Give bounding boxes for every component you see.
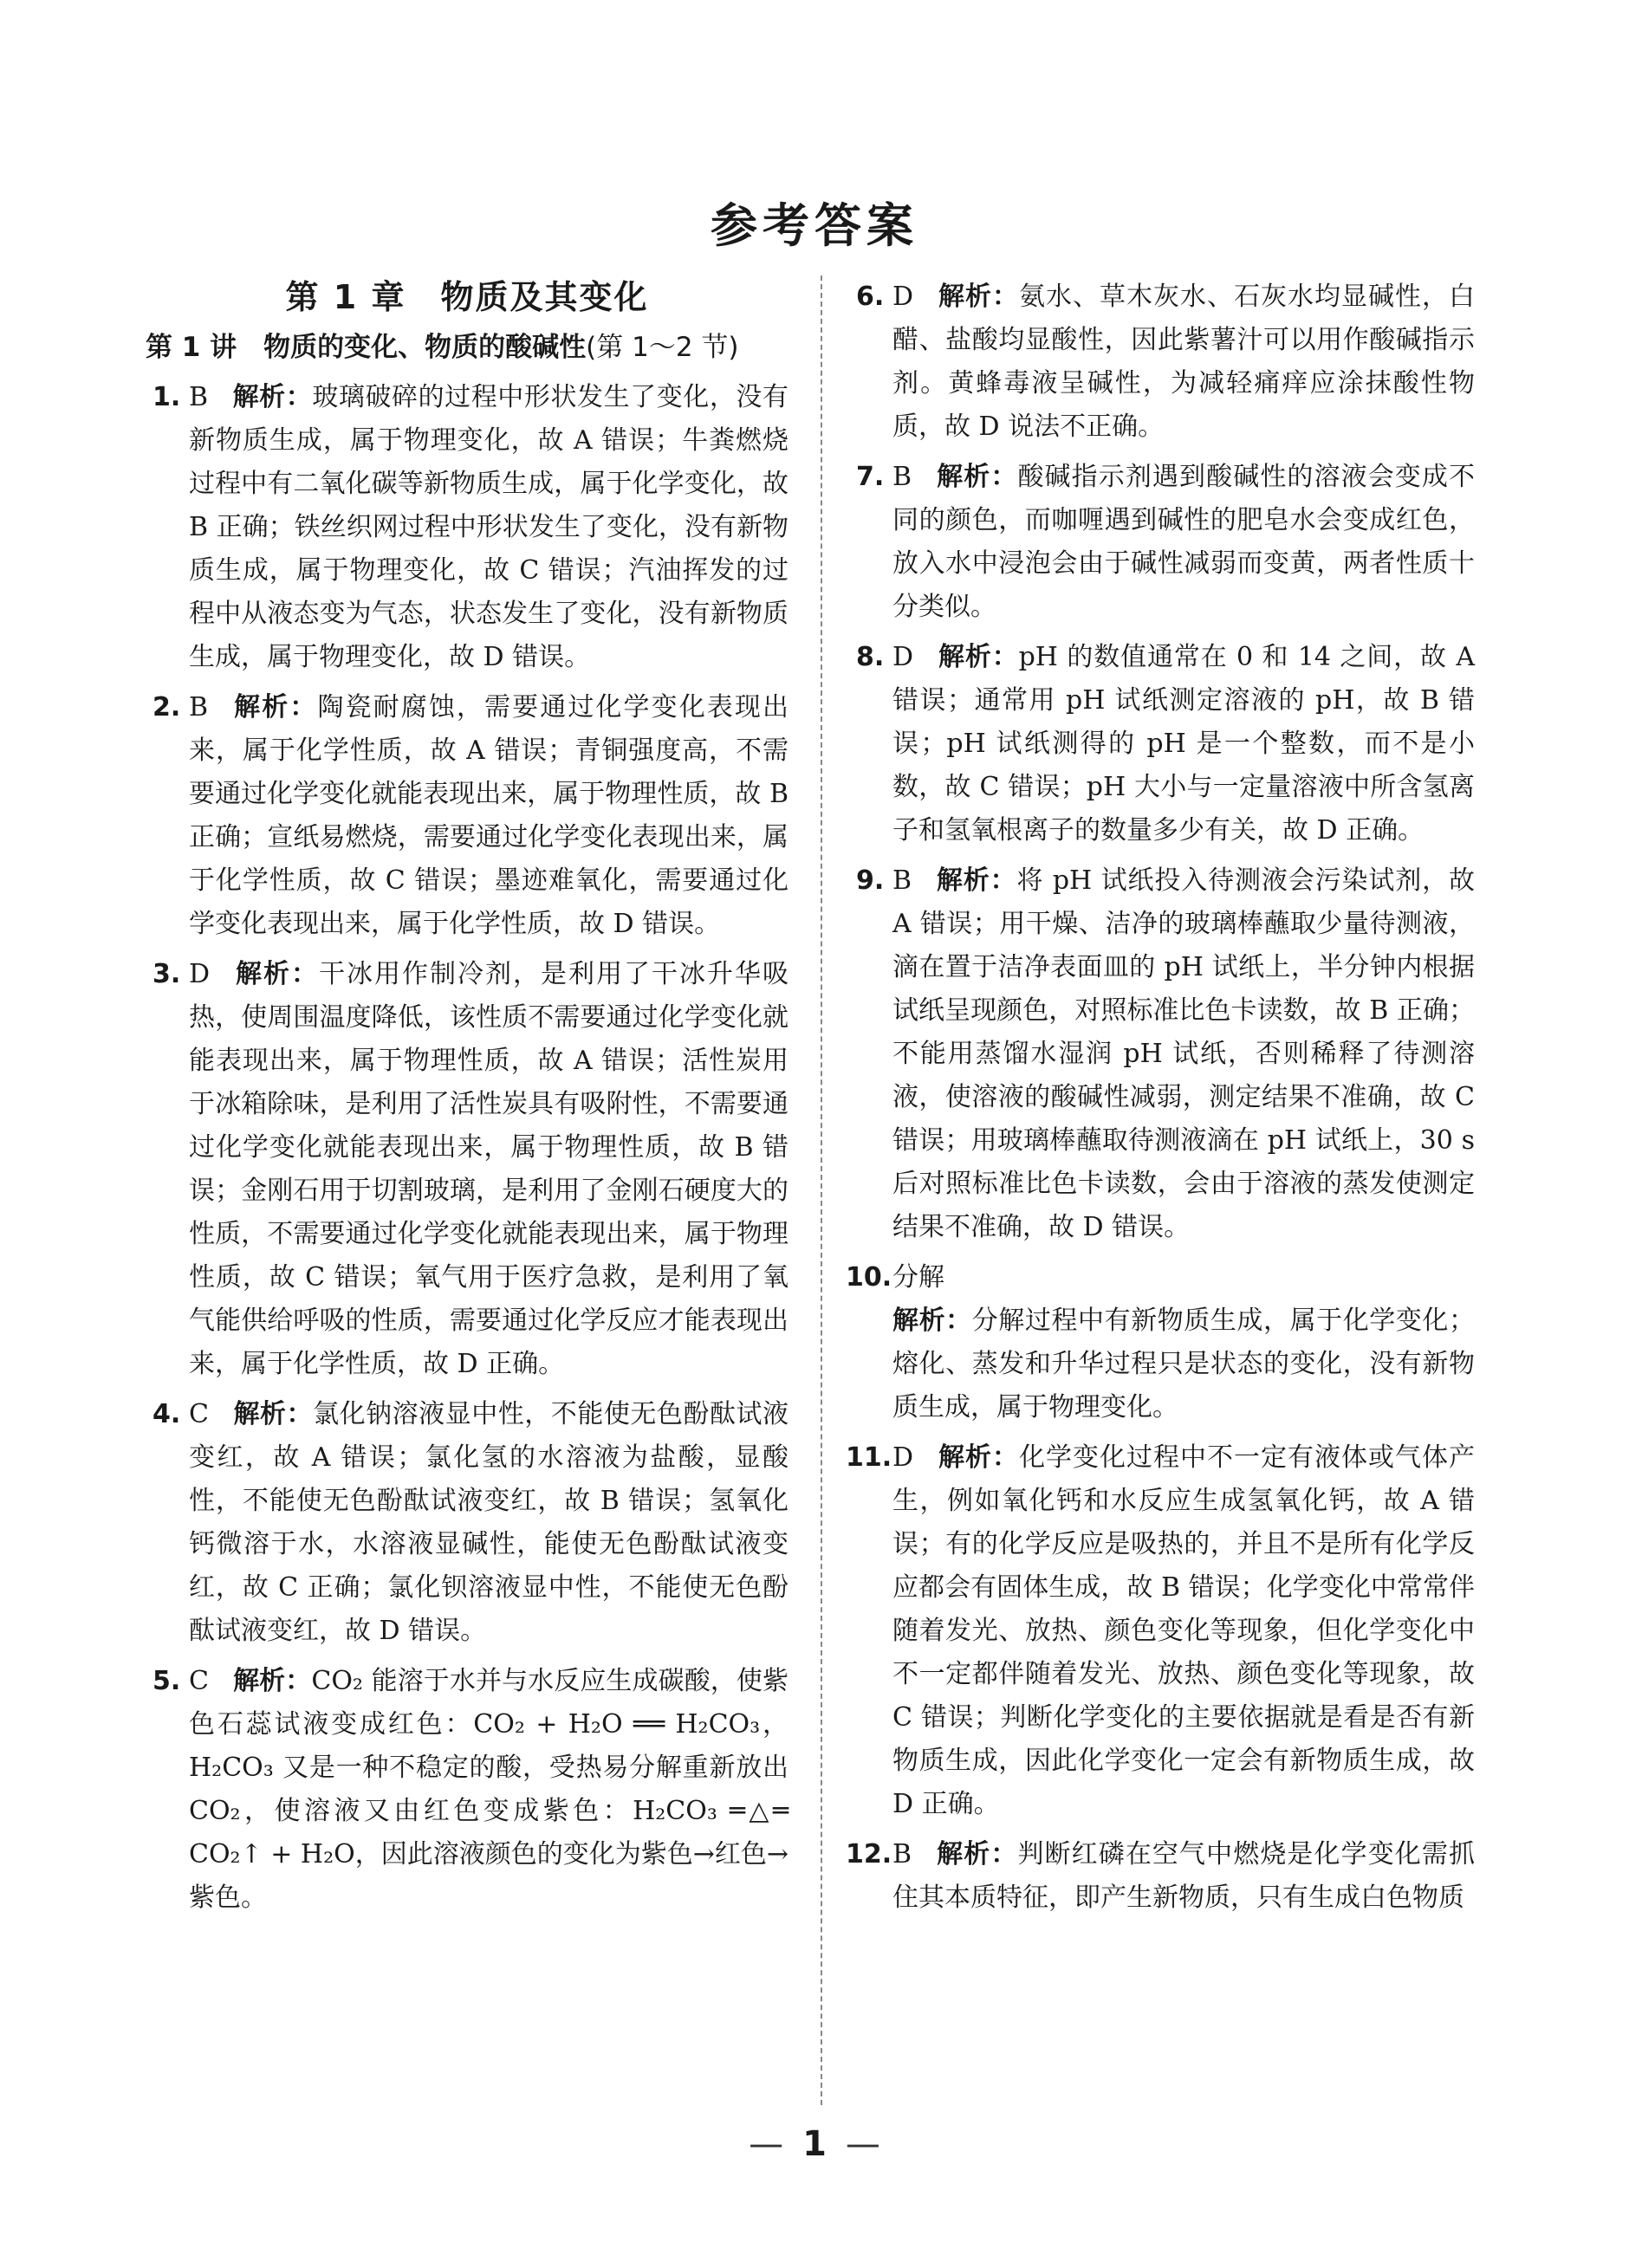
item-explanation: 分解过程中有新物质生成，属于化学变化；熔化、蒸发和升华过程只是状态的变化，没有新物质生成，属于物理变化。 [892, 1306, 1476, 1422]
item-answer: B [189, 692, 209, 723]
item-number: 2. [153, 692, 181, 723]
item-number: 11. [846, 1442, 892, 1473]
analysis-label: 解析： [936, 865, 1017, 896]
item-explanation: 酸碱指示剂遇到酸碱性的溶液会变成不同的颜色，而咖喱遇到碱性的肥皂水会变成红色，放入水中浸泡会由于碱性减弱而变黄，两者性质十分类似。 [892, 462, 1475, 622]
analysis-label: 解析： [892, 1306, 972, 1336]
answer-item-4 [146, 1393, 789, 1653]
item-explanation: 判断红磷在空气中燃烧是化学变化需抓住其本质特征，即产生新物质，只有生成白色物质 [892, 1839, 1475, 1913]
lecture-title [146, 326, 789, 369]
answer-item-5 [146, 1660, 789, 1920]
page-number-value: 1 [802, 2124, 827, 2164]
item-answer: D [892, 642, 914, 672]
item-number: 12. [846, 1839, 892, 1869]
answer-item-8 [849, 636, 1475, 852]
page-number [0, 2124, 1629, 2164]
analysis-label: 解析： [938, 1442, 1020, 1473]
item-answer: C [189, 1666, 209, 1696]
analysis-label: 解析： [234, 959, 320, 989]
lecture-main: 第 1 讲 物质的变化、物质的酸碱性 [146, 332, 587, 363]
analysis-label: 解析： [232, 382, 313, 412]
item-number: 9. [856, 865, 885, 896]
analysis-label: 解析： [938, 642, 1019, 672]
item-explanation: CO₂ 能溶于水并与水反应生成碳酸，使紫色石蕊试液变成红色：CO₂ + H₂O ══ H₂CO₃，H₂CO₃ 又是一种不稳定的酸，受热易分解重新放出 CO₂，使溶液又由红色变成紫色：H₂CO₃ ═△═ CO₂↑ + H₂O，因此溶液颜色的变化为紫色→红色→紫色。 [189, 1666, 789, 1913]
item-number: 1. [153, 382, 181, 412]
item-answer: D [892, 1442, 914, 1473]
item-number: 7. [856, 462, 885, 492]
item-explanation: 陶瓷耐腐蚀，需要通过化学变化表现出来，属于化学性质，故 A 错误；青铜强度高，不需要通过化学变化就能表现出来，属于物理性质，故 B 正确；宣纸易燃烧，需要通过化学变化表现出来，属于化学性质，故 C 错误；墨迹难氧化，需要通过化学变化表现出来，属于化学性质，故 D 错误。 [189, 692, 789, 939]
analysis-label: 解析： [232, 1399, 314, 1429]
item-number: 3. [153, 959, 181, 989]
item-answer: B [892, 462, 912, 492]
page-dash-left: — [749, 2124, 784, 2164]
item-explanation: 氯化钠溶液显中性，不能使无色酚酞试液变红，故 A 错误；氯化氢的水溶液为盐酸，显酸性，不能使无色酚酞试液变红，故 B 错误；氢氧化钙微溶于水，水溶液显碱性，能使无色酚酞试液变红，故 C 正确；氯化钡溶液显中性，不能使无色酚酞试液变红，故 D 错误。 [189, 1399, 789, 1646]
item-explanation: 将 pH 试纸投入待测液会污染试剂，故 A 错误；用干燥、洁净的玻璃棒蘸取少量待测液，滴在置于洁净表面皿的 pH 试纸上，半分钟内根据试纸呈现颜色，对照标准比色卡读数，故 B 正确；不能用蒸馏水湿润 pH 试纸，否则稀释了待测溶液，使溶液的酸碱性减弱，测定结果不准确，故 C 错误；用玻璃棒蘸取待测液滴在 pH 试纸上，30 s 后对照标准比色卡读数，会由于溶液的蒸发使测定结果不准确，故 D 错误。 [892, 865, 1475, 1242]
answer-item-6 [849, 275, 1475, 449]
answer-item-2 [146, 686, 789, 946]
item-answer: D [189, 959, 211, 989]
analysis-label: 解析： [232, 1666, 312, 1696]
chapter-title: 第 1 章 物质及其变化 [285, 278, 649, 316]
item-number: 5. [153, 1666, 181, 1696]
item-number: 8. [856, 642, 885, 672]
item-explanation: 氨水、草木灰水、石灰水均显碱性，白醋、盐酸均显酸性，因此紫薯汁可以用作酸碱指示剂。黄蜂毒液呈碱性，为减轻痛痒应涂抹酸性物质，故 D 说法不正确。 [892, 282, 1476, 442]
item-explanation: 干冰用作制冷剂，是利用了干冰升华吸热，使周围温度降低，该性质不需要通过化学变化就能表现出来，属于物理性质，故 A 错误；活性炭用于冰箱除味，是利用了活性炭具有吸附性，不需要通过化学变化就能表现出来，属于物理性质，故 B 错误；金刚石用于切割玻璃，是利用了金刚石硬度大的性质，不需要通过化学变化就能表现出来，属于物理性质，故 C 错误；氧气用于医疗急救，是利用了氧气能供给呼吸的性质，需要通过化学反应才能表现出来，属于化学性质，故 D 正确。 [189, 959, 789, 1379]
item-explanation: 化学变化过程中不一定有液体或气体产生，例如氧化钙和水反应生成氢氧化钙，故 A 错误；有的化学反应是吸热的，并且不是所有化学反应都会有固体生成，故 B 错误；化学变化中常常伴随着发光、放热、颜色变化等现象，但化学变化中不一定都伴随着发光、放热、颜色变化等现象，故 C 错误；判断化学变化的主要依据就是看是否有新物质生成，因此化学变化一定会有新物质生成，故 D 正确。 [892, 1442, 1476, 1819]
item-answer: 分解 [892, 1262, 944, 1293]
analysis-label: 解析： [232, 692, 318, 723]
item-answer: B [892, 865, 912, 896]
answer-item-9 [849, 859, 1475, 1249]
item-answer: B [892, 1839, 912, 1869]
page-dash-right: — [845, 2124, 880, 2164]
answer-item-7 [849, 456, 1475, 629]
item-answer: D [892, 282, 914, 312]
analysis-label: 解析： [936, 462, 1018, 492]
item-answer: C [189, 1399, 209, 1429]
answer-item-3 [146, 953, 789, 1386]
item-number: 4. [153, 1399, 181, 1429]
item-explanation: pH 的数值通常在 0 和 14 之间，故 A 错误；通常用 pH 试纸测定溶液的 pH，故 B 错误；pH 试纸测得的 pH 是一个整数，而不是小数，故 C 错误；pH 大小与一定量溶液中所含氢离子和氢氧根离子的数量多少有关，故 D 正确。 [892, 642, 1475, 846]
item-number: 10. [846, 1262, 892, 1293]
lecture-subtitle: (第 1～2 节) [586, 332, 739, 363]
item-number: 6. [856, 282, 885, 312]
page-title: 参考答案 [711, 198, 918, 253]
answer-item-11 [846, 1436, 1476, 1826]
answer-item-12 [846, 1833, 1475, 1920]
answer-item-10 [846, 1256, 1476, 1429]
left-column [146, 275, 789, 1927]
item-explanation: 玻璃破碎的过程中形状发生了变化，没有新物质生成，属于物理变化，故 A 错误；牛粪燃烧过程中有二氧化碳等新物质生成，属于化学变化，故 B 正确；铁丝织网过程中形状发生了变化，没有新物质生成，属于物理变化，故 C 错误；汽油挥发的过程中从液态变为气态，状态发生了变化，没有新物质生成，属于物理变化，故 D 错误。 [189, 382, 789, 672]
column-divider [821, 275, 822, 2105]
right-column [846, 275, 1476, 1927]
analysis-label: 解析： [936, 1839, 1018, 1869]
analysis-label: 解析： [938, 282, 1020, 312]
item-answer: B [189, 382, 209, 412]
answer-item-1 [146, 376, 789, 679]
